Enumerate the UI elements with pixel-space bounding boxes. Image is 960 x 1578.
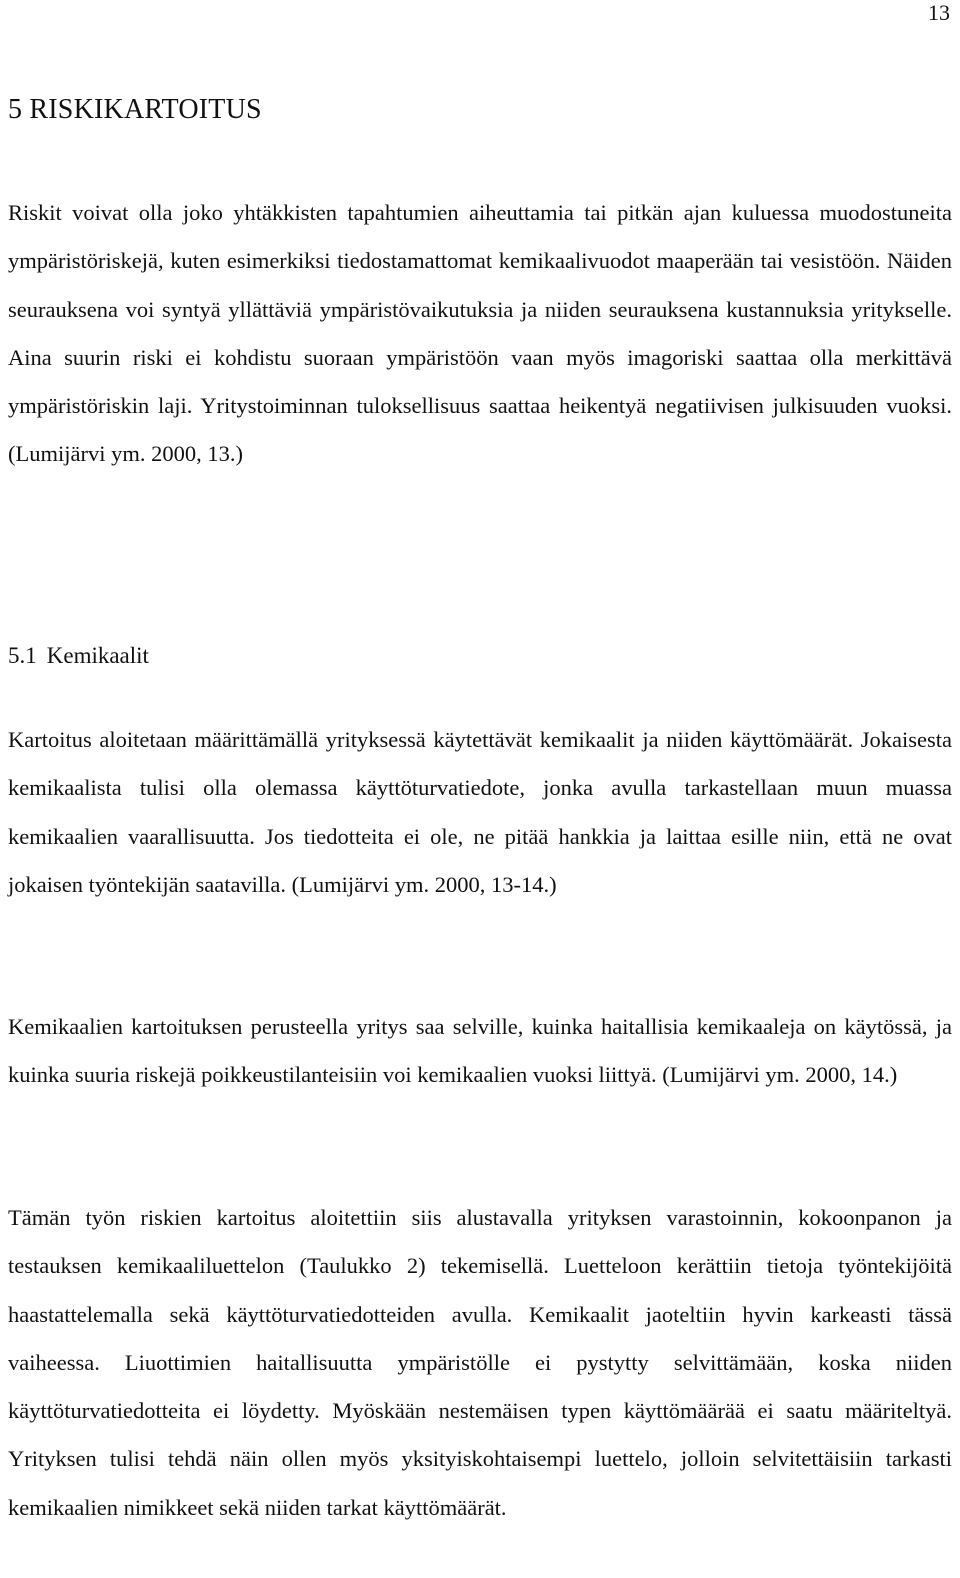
- paragraph-intro: [8, 189, 952, 479]
- section-number: 5.1: [8, 643, 37, 668]
- paragraph-taman-tyon-text: Tämän työn riskien kartoitus aloitettiin siis alustavalla yrityksen varastoinnin, kokoonpanon ja testauksen kemikaaliluettelon (Taulukko 2) tekemisellä. Luetteloon kerättiin tietoja työntekijöitä haastattelemalla sekä käyttöturvatiedotteiden avulla. Kemikaalit jaoteltiin hyvin karkeasti tässä vaiheessa. Liuottimien haitallisuutta ympäristölle ei pystytty selvittämään, koska niiden käyttöturvatiedotteita ei löydetty. Myöskään nestemäisen typen käyttömäärää ei saatu määriteltyä. Yrityksen tulisi tehdä näin ollen myös yksityiskohtaisempi luettelo, jolloin selvitettäisiin tarkasti kemikaalien nimikkeet sekä niiden tarkat käyttömäärät.: [8, 1205, 952, 1520]
- paragraph-perusteella-text: Kemikaalien kartoituksen perusteella yritys saa selville, kuinka haitallisia kemikaaleja on käytössä, ja kuinka suuria riskejä poikkeustilanteisiin voi kemikaalien vuoksi liittyä. (Lumijärvi ym. 2000, 14.): [8, 1014, 952, 1088]
- paragraph-perusteella: [8, 1003, 952, 1100]
- section-title: Kemikaalit: [46, 643, 149, 668]
- paragraph-intro-text: Riskit voivat olla joko yhtäkkisten tapahtumien aiheuttamia tai pitkän ajan kuluessa muodostuneita ympäristöriskejä, kuten esimerkiksi tiedostamattomat kemikaalivuodot maaperään tai vesistöön. Näiden seurauksena voi syntyä yllättäviä ympäristövaikutuksia ja niiden seurauksena kustannuksia yritykselle. Aina suurin riski ei kohdistu suoraan ympäristöön vaan myös imagoriski saattaa olla merkittävä ympäristöriskin laji. Yritystoiminnan tuloksellisuus saattaa heikentyä negatiivisen julkisuuden vuoksi. (Lumijärvi ym. 2000, 13.): [8, 200, 952, 467]
- section-heading: [8, 636, 149, 676]
- chapter-heading: 5 RISKIKARTOITUS: [8, 94, 262, 125]
- paragraph-taman-tyon: [8, 1194, 952, 1532]
- paragraph-kartoitus: [8, 716, 952, 909]
- page-number: 13: [928, 0, 950, 25]
- paragraph-kartoitus-text: Kartoitus aloitetaan määrittämällä yrityksessä käytettävät kemikaalit ja niiden käyttömäärät. Jokaisesta kemikaalista tulisi olla olemassa käyttöturvatiedote, jonka avulla tarkastellaan muun muassa kemikaalien vaarallisuutta. Jos tiedotteita ei ole, ne pitää hankkia ja laittaa esille niin, että ne ovat jokaisen työntekijän saatavilla. (Lumijärvi ym. 2000, 13-14.): [8, 727, 952, 897]
